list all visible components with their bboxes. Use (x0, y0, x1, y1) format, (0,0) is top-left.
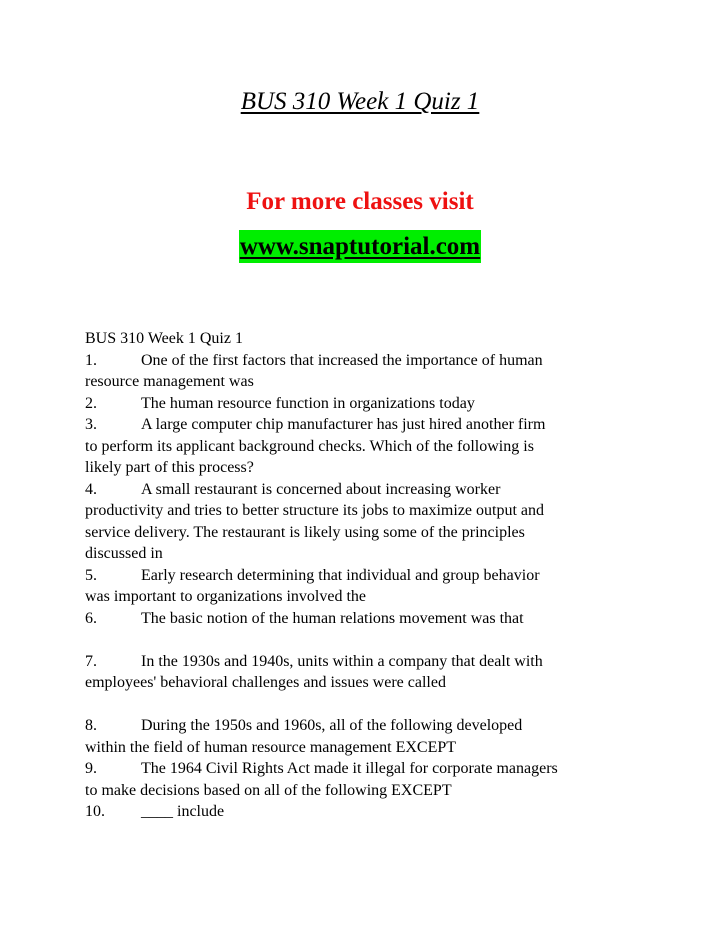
question-number: 7. (85, 652, 97, 670)
question-text: The human resource function in organizations today (141, 394, 475, 412)
question-7 (85, 651, 645, 673)
question-1-continued: resource management was (85, 373, 254, 390)
blank-line (85, 694, 645, 716)
question-5 (85, 565, 645, 587)
website-link[interactable]: www.snaptutorial.com (239, 230, 481, 263)
question-number: 4. (85, 480, 97, 498)
question-text: In the 1930s and 1940s, units within a company that dealt with (141, 652, 543, 670)
question-text: A small restaurant is concerned about increasing worker (141, 480, 501, 498)
question-number: 8. (85, 717, 97, 734)
question-8-continued: within the field of human resource management EXCEPT (85, 738, 457, 756)
question-text: A large computer chip manufacturer has just hired another firm (141, 416, 546, 433)
document-title-text: BUS 310 Week 1 Quiz 1 (240, 88, 480, 115)
question-5-continued: was important to organizations involved the (85, 588, 366, 605)
promo-text: For more classes visit (246, 188, 474, 215)
question-text: Early research determining that individual and group behavior (141, 566, 540, 584)
question-4-continued: productivity and tries to better structure its jobs to maximize output and (85, 502, 545, 519)
question-1 (85, 350, 645, 372)
question-3-continued-2: likely part of this process? (85, 459, 254, 476)
question-9 (85, 758, 645, 780)
question-number: 2. (85, 394, 97, 412)
question-6 (85, 608, 645, 630)
question-number: 9. (85, 760, 97, 777)
document-title (0, 86, 720, 118)
question-text: The 1964 Civil Rights Act made it illegal for corporate managers (141, 760, 558, 777)
question-number: 1. (85, 351, 97, 369)
blank-line (85, 629, 645, 651)
question-number: 10. (85, 803, 105, 820)
question-number: 5. (85, 566, 97, 584)
question-7-continued: employees' behavioral challenges and issues were called (85, 674, 446, 691)
question-2 (85, 393, 645, 415)
question-text: ____ include (141, 803, 225, 820)
question-9-continued: to make decisions based on all of the following EXCEPT (85, 781, 452, 799)
question-number: 6. (85, 609, 97, 627)
question-4-continued-2: service delivery. The restaurant is likely using some of the principles (85, 523, 525, 541)
question-4 (85, 479, 645, 501)
question-3-continued: to perform its applicant background checks. Which of the following is (85, 437, 534, 455)
question-text: During the 1950s and 1960s, all of the following developed (141, 717, 523, 734)
question-4-continued-3: discussed in (85, 545, 163, 562)
question-10 (85, 801, 645, 823)
question-3 (85, 414, 645, 436)
quiz-heading: BUS 310 Week 1 Quiz 1 (85, 330, 243, 347)
link-container (0, 230, 720, 263)
question-text: The basic notion of the human relations movement was that (141, 609, 524, 627)
question-number: 3. (85, 416, 97, 433)
question-8 (85, 715, 645, 737)
quiz-body (85, 328, 645, 823)
question-text: One of the first factors that increased the importance of human (141, 351, 543, 369)
